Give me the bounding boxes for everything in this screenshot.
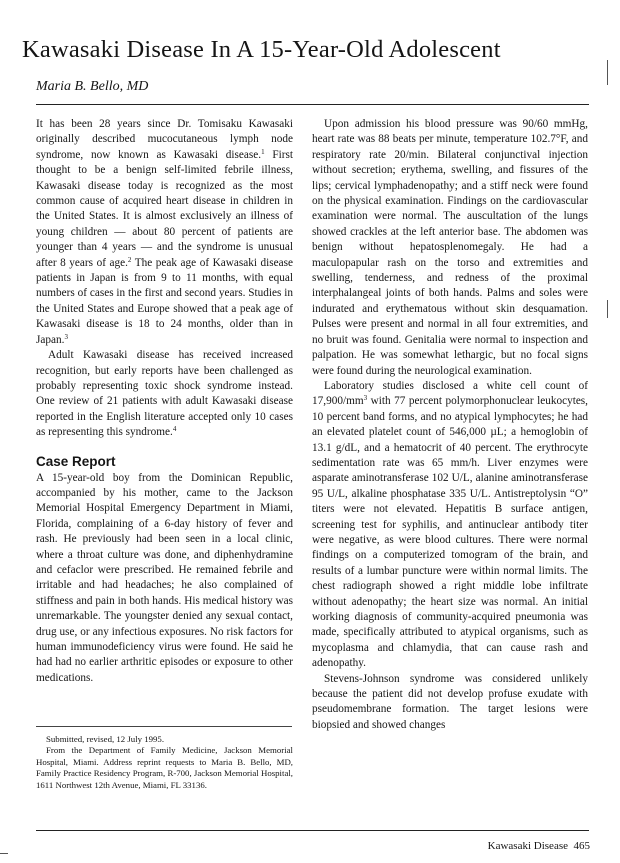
footnote <box>36 734 293 791</box>
stevens-johnson-paragraph: Stevens-Johnson syndrome was considered unlikely because the patient did not develop profuse exudate with pseudomembrane formation. The target lesions were biopsied and showed changes <box>312 672 588 731</box>
article-title: Kawasaki Disease In A 15-Year-Old Adolescent <box>22 36 501 63</box>
footnote-submitted: Submitted, revised, 12 July 1995. <box>46 734 165 744</box>
page-number: 465 <box>573 840 590 852</box>
case-report-heading: Case Report <box>36 453 116 469</box>
citation-1: 1 <box>261 147 265 156</box>
exam-paragraph: Upon admission his blood pressure was 90/60 mmHg, heart rate was 88 beats per minute, temperature 102.7°F, and respiratory rate 20/min. Bilateral conjunctival injection without secretion; erythema, swelling, and fissures of the lips; cervical lymphadenopathy; and a stiff neck were found on the physical examination. Findings on the cardiovascular examination were normal. The auscultation of the lungs showed crackles at the left anterior base. The abdomen was benign without hepatosplenomegaly. He had a maculopapular rash on the torso and extremities and swelling, tenderness, and redness of the proximal interphalangeal joints of both hands. Palms and soles were indurated and erythematous without skin desquamation. Pulses were present and normal in all four extremities, and no bruit was found. Genitalia were normal to inspection and palpation. He was somewhat lethargic, but no focal signs were found during the neurological examination. <box>312 118 588 377</box>
running-title: Kawasaki Disease <box>487 840 568 852</box>
intro-paragraph-1: It has been 28 years since Dr. Tomisaku Kawasaki originally described mucocutaneous lymph node syndrome, now known as Kawasaki disease.$^1$ First thought to be a benign self-limited febrile illness, Kawasaki disease today is recognized as the most common cause of acquired heart disease in children in the United States. It is almost exclusively an illness of young children — about 80 percent of patients are younger than 4 years — and the syndrome is unusual after 8 years of age.$^2$ The peak age of Kawasaki disease patients in Japan is from 9 to 11 months, with equal numbers of cases in the first and second years. Studies in the United States and Europe showed that a peak age of Kawasaki disease is 18 to 24 months, older than in Japan.$^3$ <box>36 118 293 346</box>
page-footer <box>0 840 590 852</box>
article-author: Maria B. Bello, MD <box>36 79 149 94</box>
footnote-affiliation: From the Department of Family Medicine, Jackson Memorial Hospital, Miami. Address reprint requests to Maria B. Bello, MD, Family Practice Residency Program, R-700, Jackson Memorial Hospital, 1611 Northwest 12th Avenue, Miami, FL 33136. <box>36 745 293 790</box>
superscript-3: 3 <box>363 394 368 403</box>
case-paragraph-1: A 15-year-old boy from the Dominican Republic, accompanied by his mother, came to the Jackson Memorial Hospital Emergency Department in Miami, Florida, complaining of a 6-day history of fever and rash. He previously had been seen in a local clinic, where a throat culture was done, and diphenhydramine and cefaclor were prescribed. He remained febrile and irritable and had headaches; he also complained of stiffness and pain in both hands. His medical history was unremarkable. The youngster denied any sexual contact, drug use, or any infectious exposures. No risk factors for human immunodeficiency virus were found. He said he had had no earlier arthritic episodes or exposure to other medications. <box>36 471 293 684</box>
lab-paragraph: Laboratory studies disclosed a white cell count of $17,900/mm^3$ with 77 percent polymorphonuclear leukocytes, 10 percent band forms, and no atypical lymphocytes; he had an elevated platelet count of 546,000 µL; a hemoglobin of 13.1 g/dL, and a hematocrit of 40 percent. The erythrocyte sedimentation rate was 65 mm/h. Liver enzymes were asparate aminotransferase 102 U/L, alanine aminotransferase 95 U/L, alkaline phosphatase 335 U/L. Antistreptolysin “O” titers were not elevated. Hepatitis B surface antigen, screening test for syphilis, and antinuclear antibody titer were negative, as were blood cultures. There were normal findings on a computerized tomogram of the brain, and results of a lumbar puncture were within normal limits. The chest radiograph showed a right middle lobe infiltrate without adenopathy; the heart size was normal. An initial working diagnosis of community-acquired pneumonia was made, specifically attributed to atypical organisms, such as mycoplasma and chlamydia, that can cause rash and adenopathy. <box>312 379 588 670</box>
citation-2: 2 <box>127 255 132 264</box>
footnote-rule <box>36 726 292 727</box>
citation-4: 4 <box>172 425 177 434</box>
scan-corner-mark <box>0 853 8 854</box>
intro-paragraph-2: Adult Kawasaki disease has received increased recognition, but early reports have been challenged as probably representing toxic shock syndrome instead. One review of 21 patients with adult Kawasaki disease reported in the English literature accepted only 10 cases as representing this syndrome.$^4$ <box>36 349 293 439</box>
header-rule <box>36 104 589 105</box>
scan-edge-mark <box>607 60 608 85</box>
right-column <box>312 117 588 733</box>
left-column <box>36 117 293 686</box>
scan-edge-mark <box>607 300 608 318</box>
footer-rule <box>36 830 589 831</box>
citation-3: 3 <box>64 332 68 341</box>
